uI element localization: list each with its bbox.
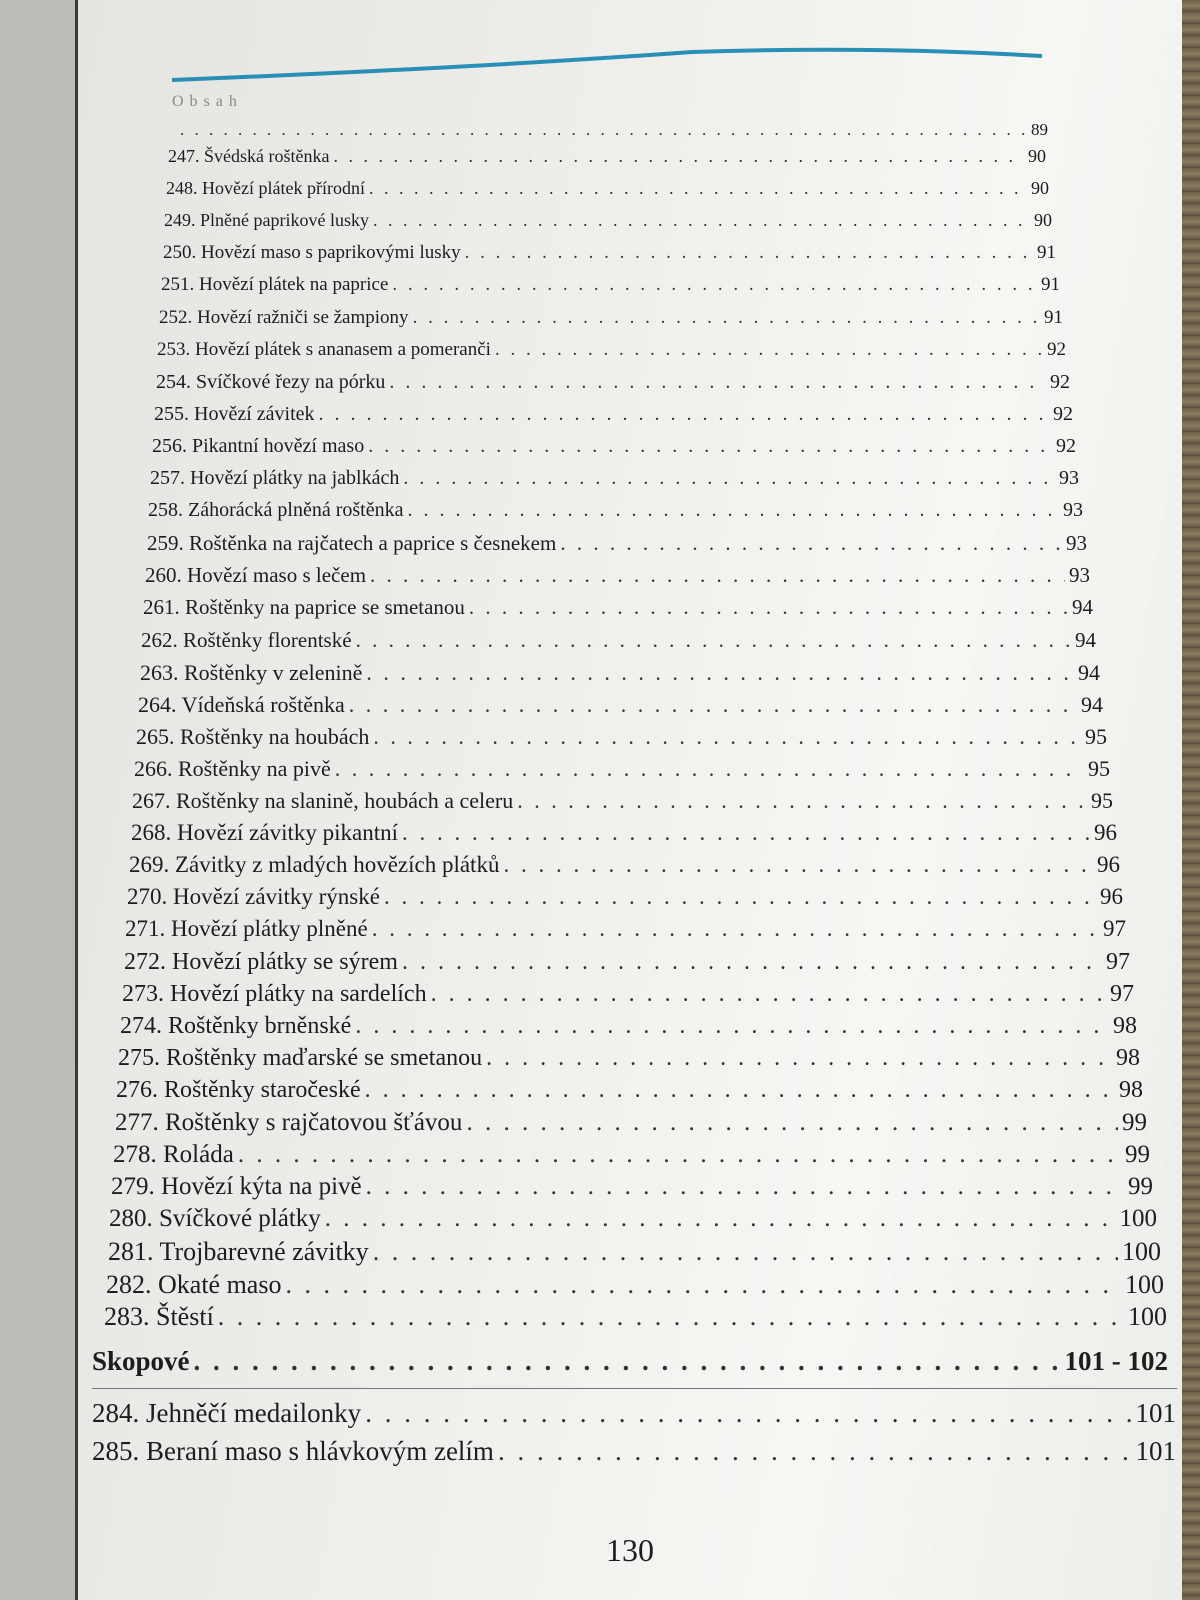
dot-leader <box>194 1346 1061 1377</box>
toc-entry <box>125 916 1126 942</box>
toc-entry-title: 255. Hovězí závitek <box>154 403 315 425</box>
toc-entry-title: 252. Hovězí ražniči se žampiony <box>159 307 409 328</box>
toc-entry-page: 101 - 102 <box>1064 1346 1168 1376</box>
toc-entry-page: 100 <box>1122 1237 1161 1266</box>
dot-leader <box>365 1077 1115 1104</box>
toc-entry <box>134 756 1110 782</box>
dot-leader <box>366 1173 1124 1201</box>
toc-entry <box>124 949 1130 976</box>
toc-entry <box>109 1205 1157 1233</box>
toc-entry-title: 269. Závitky z mladých hovězích plátků <box>129 852 500 877</box>
toc-entry-title: 265. Roštěnky na houbách <box>136 724 370 749</box>
toc-entry-title: 279. Hovězí kýta na pivě <box>111 1173 362 1200</box>
section-divider <box>92 1388 1177 1389</box>
dot-leader <box>285 1270 1121 1300</box>
toc-entry <box>145 563 1090 588</box>
toc-entry <box>147 531 1087 556</box>
toc-entry-title: 261. Roštěnky na paprice se smetanou <box>143 595 465 619</box>
toc-entry-page: 92 <box>1056 435 1076 457</box>
dot-leader <box>369 178 1027 199</box>
toc-entry <box>143 595 1093 620</box>
toc-entry <box>168 146 1046 167</box>
dot-leader <box>413 307 1040 329</box>
toc-entry-page: 99 <box>1122 1109 1147 1136</box>
toc-entry-title: 253. Hovězí plátek s ananasem a pomeranči <box>157 339 491 360</box>
toc-entry <box>161 274 1060 296</box>
toc-entry-title: 248. Hovězí plátek přírodní <box>166 178 365 198</box>
dot-leader <box>389 371 1046 394</box>
toc-entry <box>127 884 1123 910</box>
toc-entry-title: 274. Roštěnky brněnské <box>120 1013 352 1039</box>
toc-entry-page: 99 <box>1128 1173 1153 1200</box>
toc-entry-page: 100 <box>1119 1205 1157 1232</box>
toc-entry <box>129 852 1120 878</box>
toc-entry-page: 98 <box>1113 1013 1137 1039</box>
toc-entry-title: 247. Švédská roštěnka <box>168 146 330 166</box>
toc-entry <box>122 981 1134 1008</box>
dot-leader <box>372 916 1099 942</box>
dot-leader <box>402 820 1090 846</box>
dot-leader <box>431 981 1106 1008</box>
toc-entry-title: 273. Hovězí plátky na sardelích <box>122 981 427 1007</box>
dot-leader <box>365 1398 1131 1429</box>
toc-entry-title: 267. Roštěnky na slanině, houbách a celeru <box>132 788 514 813</box>
toc-entry-page: 93 <box>1063 499 1083 521</box>
toc-entry-page: 91 <box>1041 274 1060 295</box>
toc-entry <box>136 724 1107 750</box>
toc-entry-title: 254. Svíčkové řezy na pórku <box>156 371 386 393</box>
dot-leader <box>392 274 1037 296</box>
dot-leader <box>333 146 1024 167</box>
toc-entry <box>115 1109 1147 1137</box>
toc-entry-page: 94 <box>1075 628 1096 652</box>
toc-entry <box>159 307 1063 329</box>
toc-lead-row <box>176 120 1048 140</box>
toc-entry-page: 90 <box>1028 146 1046 166</box>
toc-entry-title: 264. Vídeňská roštěnka <box>138 692 345 717</box>
toc-entry-page: 96 <box>1094 820 1117 845</box>
toc-entry-page: 98 <box>1119 1077 1143 1103</box>
dot-leader <box>498 1436 1132 1467</box>
toc-entry-title: 249. Plněné paprikové lusky <box>164 210 369 230</box>
toc-entry-page: 95 <box>1091 788 1113 813</box>
toc-entry <box>138 692 1103 718</box>
toc-entry-page: 93 <box>1066 531 1087 555</box>
toc-entry-title: 260. Hovězí maso s lečem <box>145 563 367 587</box>
toc-entry-page: 92 <box>1047 339 1066 360</box>
toc-entry <box>92 1398 1176 1429</box>
toc-entry <box>104 1302 1167 1332</box>
section-header-label: Obsah <box>172 93 243 110</box>
toc-entry-page: 97 <box>1103 916 1126 941</box>
toc-entry-title: 283. Štěstí <box>104 1302 214 1331</box>
toc-entry-title: 276. Roštěnky staročeské <box>116 1077 361 1103</box>
toc-entry-title: 282. Okaté maso <box>106 1270 282 1299</box>
toc-entry <box>150 467 1079 490</box>
toc-entry-title: 251. Hovězí plátek na paprice <box>161 274 389 295</box>
toc-entry-title: 270. Hovězí závitky rýnské <box>127 884 380 909</box>
dot-leader <box>349 692 1077 718</box>
toc-entry-page: 95 <box>1088 756 1110 781</box>
toc-entry <box>163 242 1056 264</box>
toc-entry <box>106 1270 1164 1300</box>
dot-leader <box>384 884 1096 910</box>
dot-leader <box>335 756 1084 782</box>
toc-entry-page: 94 <box>1072 595 1093 619</box>
toc-entry <box>118 1045 1140 1072</box>
dot-leader <box>517 788 1087 814</box>
toc-entry-page: 89 <box>1031 120 1048 139</box>
toc-entry-page: 97 <box>1110 981 1134 1007</box>
toc-entry-title: 257. Hovězí plátky na jablkách <box>150 467 400 489</box>
toc-entry <box>166 178 1049 199</box>
toc-entry-page: 93 <box>1069 563 1090 587</box>
dot-leader <box>368 435 1052 458</box>
dot-leader <box>180 120 1027 140</box>
dot-leader <box>465 242 1033 264</box>
toc-entry-page: 94 <box>1081 692 1103 717</box>
toc-entry <box>148 499 1083 522</box>
toc-entry-page: 92 <box>1050 371 1070 393</box>
toc-entry-title: 280. Svíčkové plátky <box>109 1205 321 1232</box>
dot-leader <box>355 1013 1109 1040</box>
dot-leader <box>356 628 1071 653</box>
toc-entry-page: 101 <box>1135 1436 1176 1466</box>
toc-entry-title: 262. Roštěnky florentské <box>141 628 352 652</box>
dot-leader <box>370 563 1065 588</box>
toc-entry <box>113 1141 1150 1169</box>
toc-entry-title: 256. Pikantní hovězí maso <box>152 435 365 457</box>
toc-entry-page: 91 <box>1037 242 1056 263</box>
toc-entry-page: 98 <box>1116 1045 1140 1071</box>
header-rule <box>172 46 1042 88</box>
toc-entry-page: 99 <box>1125 1141 1150 1168</box>
toc-entry <box>120 1013 1137 1040</box>
toc-entry-page: 91 <box>1044 307 1063 328</box>
dot-leader <box>373 724 1081 750</box>
toc-entry <box>116 1077 1143 1104</box>
toc-entry <box>92 1436 1176 1467</box>
dot-leader <box>486 1045 1112 1072</box>
toc-entry <box>140 660 1100 686</box>
dot-leader <box>373 210 1030 231</box>
toc-entry-page: 96 <box>1100 884 1123 909</box>
toc-entry-title: 275. Roštěnky maďarské se smetanou <box>118 1045 483 1071</box>
section-heading-row <box>92 1346 1168 1377</box>
toc-entry <box>152 435 1076 458</box>
toc-entry-title: 259. Roštěnka na rajčatech a paprice s česnekem <box>147 531 557 555</box>
toc-entry-page: 90 <box>1034 210 1052 230</box>
toc-entry <box>156 371 1070 394</box>
toc-entry-title: 278. Roláda <box>113 1141 234 1168</box>
dot-leader <box>503 852 1093 878</box>
dot-leader <box>325 1205 1116 1233</box>
toc-entry-title: Skopové <box>92 1346 190 1376</box>
toc-entry <box>154 403 1073 426</box>
dot-leader <box>402 949 1102 976</box>
dot-leader <box>319 403 1050 426</box>
toc-entry <box>132 788 1113 814</box>
toc-entry-page: 97 <box>1106 949 1130 975</box>
toc-entry <box>141 628 1096 653</box>
toc-entry-page: 93 <box>1059 467 1079 489</box>
toc-entry-title: 272. Hovězí plátky se sýrem <box>124 949 398 975</box>
page-edge <box>1182 0 1200 1600</box>
toc-entry-page: 92 <box>1053 403 1073 425</box>
toc-entry-title: 266. Roštěnky na pivě <box>134 756 331 781</box>
dot-leader <box>366 660 1074 686</box>
toc-entry <box>164 210 1052 231</box>
dot-leader <box>373 1237 1118 1267</box>
toc-entry-page: 95 <box>1085 724 1107 749</box>
dot-leader <box>466 1109 1118 1137</box>
toc-entry <box>157 339 1066 361</box>
dot-leader <box>403 467 1055 490</box>
toc-entry-title: 258. Záhorácká plněná roštěnka <box>148 499 404 521</box>
page-number: 130 <box>606 1532 654 1568</box>
toc-entry <box>108 1237 1161 1267</box>
toc-entry-title: 281. Trojbarevné závitky <box>108 1237 369 1266</box>
toc-entry-title: 284. Jehněčí medailonky <box>92 1398 362 1428</box>
dot-leader <box>238 1141 1121 1169</box>
toc-entry-title: 277. Roštěnky s rajčatovou šťávou <box>115 1109 463 1136</box>
dot-leader <box>218 1302 1124 1332</box>
toc-entry-title: 263. Roštěnky v zelenině <box>140 660 363 685</box>
toc-entry-page: 100 <box>1125 1270 1164 1299</box>
dot-leader <box>469 595 1068 620</box>
toc-entry-title: 285. Beraní maso s hlávkovým zelím <box>92 1436 494 1466</box>
toc-entry-title: 250. Hovězí maso s paprikovými lusky <box>163 242 461 263</box>
toc-entry-page: 100 <box>1128 1302 1167 1331</box>
toc-entry-page: 94 <box>1078 660 1100 685</box>
dot-leader <box>560 531 1062 556</box>
toc-entry-title: 268. Hovězí závitky pikantní <box>131 820 398 845</box>
toc-entry-page: 90 <box>1031 178 1049 198</box>
toc-entry-page: 96 <box>1097 852 1120 877</box>
dot-leader <box>407 499 1059 522</box>
toc-entry-title: 271. Hovězí plátky plněné <box>125 916 368 941</box>
dot-leader <box>495 339 1043 361</box>
toc-entry <box>111 1173 1153 1201</box>
toc-entry <box>131 820 1117 846</box>
toc-entry-page: 101 <box>1135 1398 1176 1428</box>
